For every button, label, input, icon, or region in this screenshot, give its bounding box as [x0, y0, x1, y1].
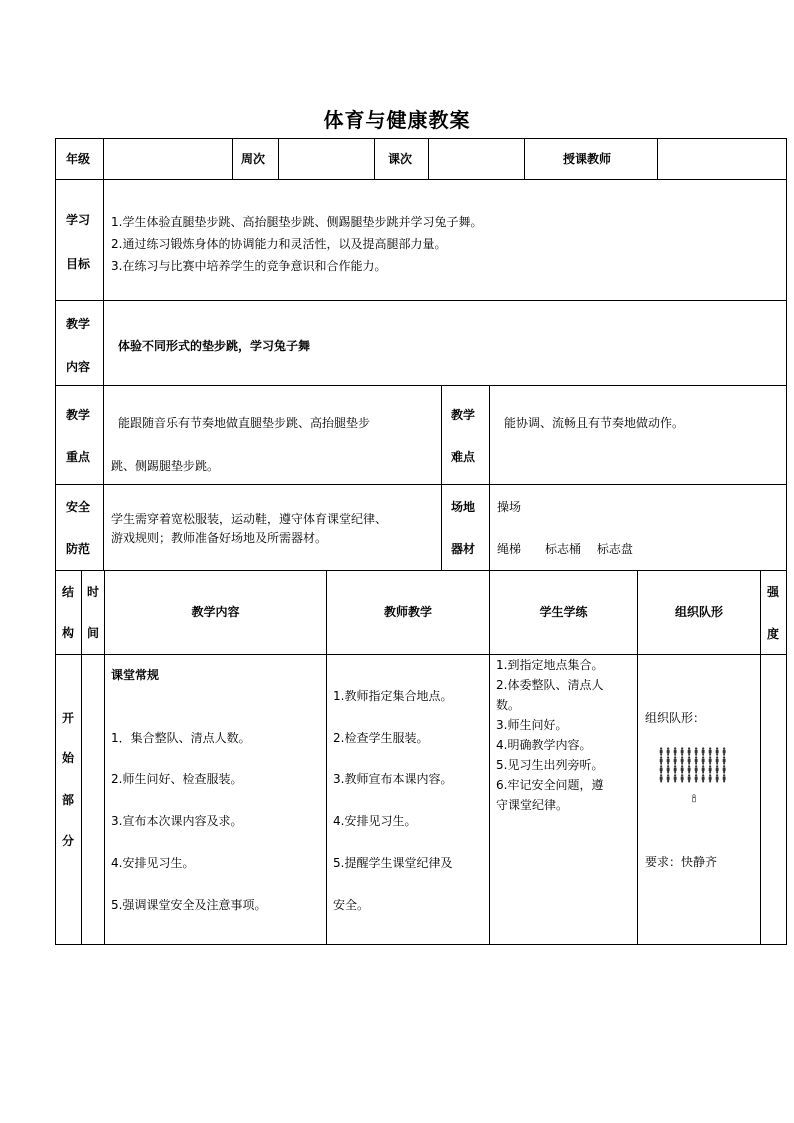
- student-practice-header: 学生学练: [539, 605, 588, 619]
- safety-text-line: 学生需穿着宽松服装，运动鞋，遵守体育课堂纪律、: [111, 512, 388, 526]
- teacher-item: 安全。: [333, 898, 370, 912]
- student-item: 2.体委整队、清点人: [496, 678, 604, 692]
- difficulty-text: 能协调、流畅且有节奏地做动作。: [504, 416, 685, 430]
- student-figure: [709, 747, 712, 755]
- content-item: 5.强调课堂安全及注意事项。: [111, 898, 267, 912]
- focus-text-line: 能跟随音乐有节奏地做直腿垫步跳、高抬腿垫步: [118, 416, 371, 430]
- student-figure: [667, 774, 670, 782]
- time-header-top: 时: [87, 585, 100, 599]
- student-figure: [723, 774, 726, 782]
- student-figure: [695, 756, 698, 764]
- student-figure: [688, 765, 691, 773]
- student-item: 5.见习生出列旁听。: [496, 758, 604, 772]
- formation-requirement: 要求：快静齐: [645, 855, 718, 869]
- student-figure: [681, 774, 684, 782]
- objective-item: 1.学生体验直腿垫步跳、高抬腿垫步跳、侧踢腿垫步跳并学习兔子舞。: [111, 215, 483, 229]
- safety-label-top: 安全: [66, 500, 91, 514]
- student-figure: [674, 765, 677, 773]
- student-figure: [695, 765, 698, 773]
- lesson-label: 课次: [388, 152, 413, 166]
- content-item: 2.师生问好、检查服装。: [111, 772, 243, 786]
- opening-label-char: 部: [62, 793, 75, 807]
- student-figure: [716, 765, 719, 773]
- equipment-label: 器材: [451, 542, 476, 556]
- formation-label: 组织队形：: [645, 711, 706, 725]
- objectives-label-top: 学习: [66, 213, 91, 227]
- opening-label-char: 始: [62, 751, 75, 765]
- student-figure: [688, 747, 691, 755]
- teacher-item: 1.教师指定集合地点。: [333, 689, 453, 703]
- student-figure: [681, 756, 684, 764]
- content-item: 4.安排见习生。: [111, 856, 195, 870]
- student-item: 6.牢记安全问题，遵: [496, 778, 604, 792]
- student-figure: [709, 756, 712, 764]
- focus-label-bottom: 重点: [66, 450, 91, 464]
- student-item: 3.师生问好。: [496, 718, 568, 732]
- focus-text-line: 跳、侧踢腿垫步跳。: [111, 459, 220, 473]
- opening-label-char: 开: [62, 711, 75, 725]
- student-figure: [660, 756, 663, 764]
- student-item: 1.到指定地点集合。: [496, 658, 604, 672]
- content-text: 体验不同形式的垫步跳，学习兔子舞: [118, 339, 311, 353]
- student-figure: [667, 756, 670, 764]
- equipment-value: 绳梯 标志桶 标志盘: [497, 542, 633, 556]
- student-figure: [716, 747, 719, 755]
- focus-label-top: 教学: [66, 408, 91, 422]
- week-label: 周次: [241, 152, 266, 166]
- student-item: 4.明确教学内容。: [496, 738, 592, 752]
- student-figure: [709, 765, 712, 773]
- student-figure: [674, 774, 677, 782]
- content-item: 3.宣布本次课内容及求。: [111, 814, 243, 828]
- time-header-bottom: 间: [87, 626, 100, 640]
- student-figure: [723, 765, 726, 773]
- teacher-item: 5.提醒学生课堂纪律及: [333, 856, 453, 870]
- student-figure: [667, 765, 670, 773]
- venue-value: 操场: [497, 500, 522, 514]
- student-figure: [695, 774, 698, 782]
- student-figure: [667, 747, 670, 755]
- teacher-figure: [693, 795, 696, 802]
- student-item: 数。: [496, 698, 521, 712]
- student-figure: [674, 747, 677, 755]
- teacher-item: 3.教师宣布本课内容。: [333, 772, 453, 786]
- student-figure: [674, 756, 677, 764]
- structure-header-top: 结: [62, 585, 75, 599]
- grade-label: 年级: [66, 152, 91, 166]
- teaching-content-header: 教学内容: [191, 605, 240, 619]
- student-figure: [660, 747, 663, 755]
- intensity-header-bottom: 度: [767, 627, 780, 641]
- objectives-label-bottom: 目标: [66, 257, 91, 271]
- student-figure: [681, 765, 684, 773]
- student-figure: [702, 765, 705, 773]
- intensity-header-top: 强: [767, 585, 780, 599]
- content-label-bottom: 内容: [66, 360, 91, 374]
- student-figure: [716, 774, 719, 782]
- opening-label-char: 分: [62, 834, 75, 848]
- venue-label: 场地: [451, 500, 476, 514]
- student-figure: [716, 756, 719, 764]
- student-figure: [702, 756, 705, 764]
- content-label-top: 教学: [66, 317, 91, 331]
- teacher-item: 2.检查学生服装。: [333, 731, 429, 745]
- student-figure: [660, 774, 663, 782]
- safety-label-bottom: 防范: [66, 542, 91, 556]
- student-item: 守课堂纪律。: [496, 798, 569, 812]
- teacher-label: 授课教师: [563, 152, 612, 166]
- difficulty-label-bottom: 难点: [451, 450, 476, 464]
- student-figure: [702, 774, 705, 782]
- student-figure: [681, 747, 684, 755]
- student-figure: [709, 774, 712, 782]
- formation-diagram: [644, 746, 744, 806]
- safety-text-line: 游戏规则；教师准备好场地及所需器材。: [111, 531, 328, 545]
- content-heading: 课堂常规: [111, 668, 160, 682]
- teacher-teaching-header: 教师教学: [383, 605, 432, 619]
- student-figure: [702, 747, 705, 755]
- formation-header: 组织队形: [674, 605, 723, 619]
- difficulty-label-top: 教学: [451, 408, 476, 422]
- page-title: 体育与健康教案: [323, 108, 471, 132]
- objective-item: 3.在练习与比赛中培养学生的竞争意识和合作能力。: [111, 259, 387, 273]
- content-item: 1．集合整队、清点人数。: [111, 731, 251, 745]
- teacher-item: 4.安排见习生。: [333, 814, 417, 828]
- student-figure: [723, 747, 726, 755]
- student-figure: [695, 747, 698, 755]
- structure-header-bottom: 构: [62, 626, 75, 640]
- student-figure: [688, 756, 691, 764]
- student-figure: [660, 765, 663, 773]
- student-figure: [688, 774, 691, 782]
- student-figure: [723, 756, 726, 764]
- objective-item: 2.通过练习锻炼身体的协调能力和灵活性，以及提高腿部力量。: [111, 237, 447, 251]
